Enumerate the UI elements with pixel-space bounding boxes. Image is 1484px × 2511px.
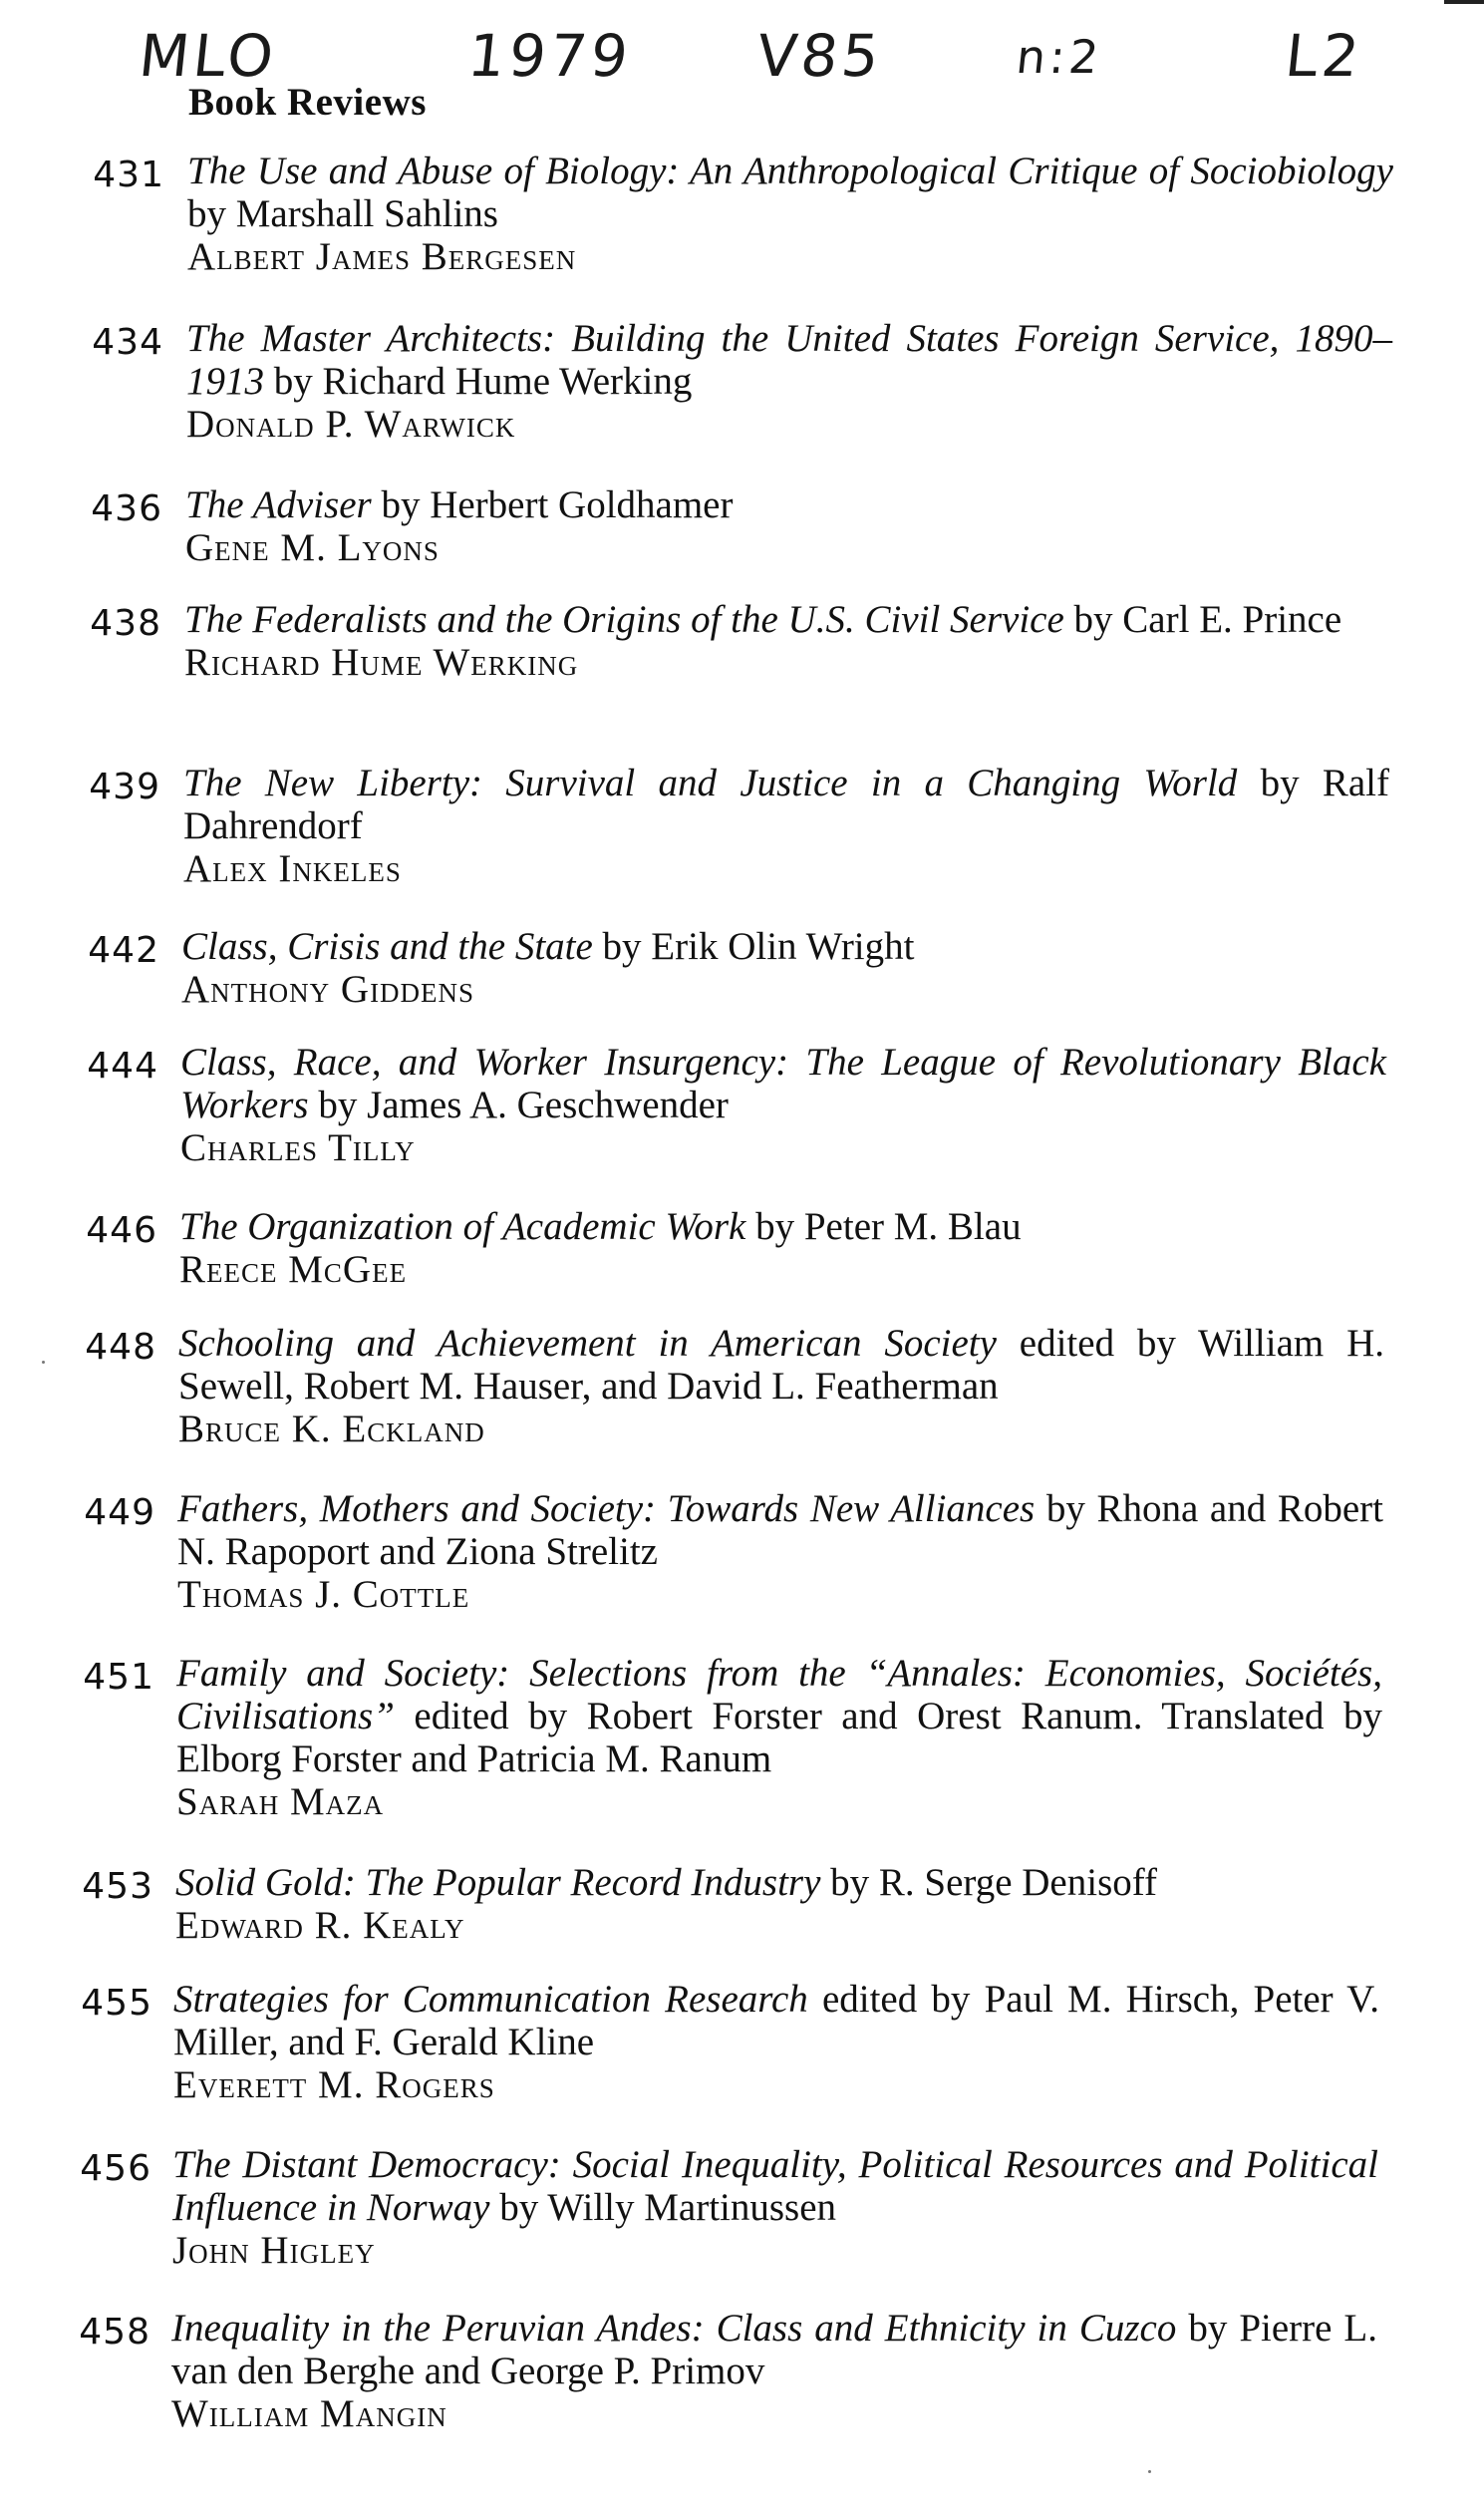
book-citation [185,483,1391,526]
section-title: Book Reviews [188,81,427,124]
book-citation [186,317,1392,403]
book-title: The New Liberty: Survival and Justice in a Changing World [183,762,1238,804]
review-body [183,762,1389,890]
page-number: 449 [84,1492,155,1533]
page-number: 446 [86,1210,157,1251]
book-credit: by Pierre L. van den Berghe and George P. Primov [171,2307,1377,2392]
reviewer-name: Sarah Maza [176,1780,385,1823]
review-body [172,2143,1378,2272]
page-number: 456 [80,2148,151,2189]
reviewer-name: Reece McGee [179,1248,408,1291]
reviewer-name: Edward R. Kealy [175,1904,465,1947]
reviewer-name: Albert James Bergesen [187,235,577,278]
review-body [175,1861,1381,1947]
book-title: Class, Race, and Worker Insurgency: The League of Revolutionary Black Workers [180,1041,1386,1126]
book-citation [180,1041,1386,1126]
page-number: 442 [88,930,159,971]
book-credit: by James A. Geschwender [308,1084,729,1126]
page-number: 458 [79,2312,150,2353]
book-title: Fathers, Mothers and Society: Towards New Alliances [177,1487,1036,1530]
handwritten-mark: n:2 [1014,30,1105,84]
handwritten-mark: MLO [136,22,281,90]
book-citation [175,1861,1381,1904]
book-title: The Use and Abuse of Biology: An Anthropological Critique of Sociobiology [187,150,1393,192]
page-number: 453 [82,1866,153,1907]
handwritten-mark: L2 [1282,22,1366,90]
book-title: The Distant Democracy: Social Inequality, Political Resources and Political Influence in Norway [172,2143,1378,2229]
review-body [171,2307,1377,2435]
book-citation [173,1978,1379,2063]
page-number: 439 [89,767,160,807]
reviewer-name: Alex Inkeles [183,847,402,890]
reviewer-name: Thomas J. Cottle [177,1573,470,1616]
book-credit: by Carl E. Prince [1063,598,1342,641]
reviewer-name: William Mangin [171,2392,447,2435]
page-number: 451 [83,1657,154,1698]
review-body [185,483,1391,569]
reviewer-name: Anthony Giddens [181,968,475,1011]
book-credit: by Erik Olin Wright [592,925,915,968]
review-body [178,1322,1384,1450]
review-body [176,1652,1382,1823]
book-credit: by Richard Hume Werking [264,360,693,403]
review-body [187,150,1393,278]
scan-speck [1148,2470,1151,2473]
review-body [181,925,1387,1011]
book-citation [177,1487,1383,1573]
book-citation [184,598,1390,641]
book-credit: by Ralf Dahrendorf [183,762,1389,847]
reviewer-name: Gene M. Lyons [185,526,440,569]
reviewer-name: Donald P. Warwick [186,403,516,446]
page-number: 436 [91,488,162,529]
review-body [177,1487,1383,1616]
reviewer-name: Charles Tilly [180,1126,416,1169]
scan-speck [42,1361,45,1364]
review-body [180,1041,1386,1169]
reviewer-name: John Higley [172,2229,376,2272]
book-title: Class, Crisis and the State [181,925,593,968]
review-body [173,1978,1379,2106]
book-citation [178,1322,1384,1408]
book-title: Inequality in the Peruvian Andes: Class and Ethnicity in Cuzco [171,2307,1177,2350]
reviewer-name: Bruce K. Eckland [178,1408,485,1450]
book-credit: by Peter M. Blau [745,1205,1022,1248]
book-credit: edited by William H. Sewell, Robert M. Hauser, and David L. Featherman [178,1322,1384,1408]
reviewer-name: Richard Hume Werking [184,641,579,684]
book-title: The Master Architects: Building the United States Foreign Service, 1890–1913 [186,317,1392,403]
book-title: The Federalists and the Origins of the U.S. Civil Service [184,598,1064,641]
review-body [179,1205,1385,1291]
book-credit: by R. Serge Denisoff [820,1861,1158,1904]
book-title: Family and Society: Selections from the “Annales: Economies, Sociétés, Civilisations” [176,1652,1382,1737]
book-title: Schooling and Achievement in American Society [178,1322,997,1365]
handwritten-mark: V85 [753,22,887,90]
book-title: The Adviser [185,483,372,526]
book-credit: by Marshall Sahlins [187,192,498,235]
book-citation [176,1652,1382,1780]
book-credit: edited by Robert Forster and Orest Ranum. Translated by Elborg Forster and Patricia M. Ranum [176,1695,1382,1780]
page-number: 448 [85,1327,156,1368]
page-number: 438 [90,603,161,644]
review-body [184,598,1390,684]
book-credit: edited by Paul M. Hirsch, Peter V. Miller, and F. Gerald Kline [173,1978,1380,2063]
book-credit: by Willy Martinussen [489,2186,837,2229]
scan-edge-mark [1444,0,1484,4]
book-citation [187,150,1393,235]
book-citation [172,2143,1378,2229]
page-number: 431 [93,155,164,195]
book-title: The Organization of Academic Work [179,1205,746,1248]
page-number: 455 [81,1983,152,2024]
book-credit: by Rhona and Robert N. Rapoport and Ziona Strelitz [177,1487,1384,1573]
review-body [186,317,1392,446]
book-citation [183,762,1389,847]
book-credit: by Herbert Goldhamer [371,483,734,526]
book-title: Solid Gold: The Popular Record Industry [175,1861,821,1904]
book-citation [179,1205,1385,1248]
page-number: 444 [87,1046,158,1087]
book-title: Strategies for Communication Research [173,1978,808,2021]
handwritten-mark: 1979 [464,22,636,90]
reviewer-name: Everett M. Rogers [173,2063,495,2106]
book-citation [171,2307,1377,2392]
book-citation [181,925,1387,968]
page-number: 434 [92,322,163,363]
